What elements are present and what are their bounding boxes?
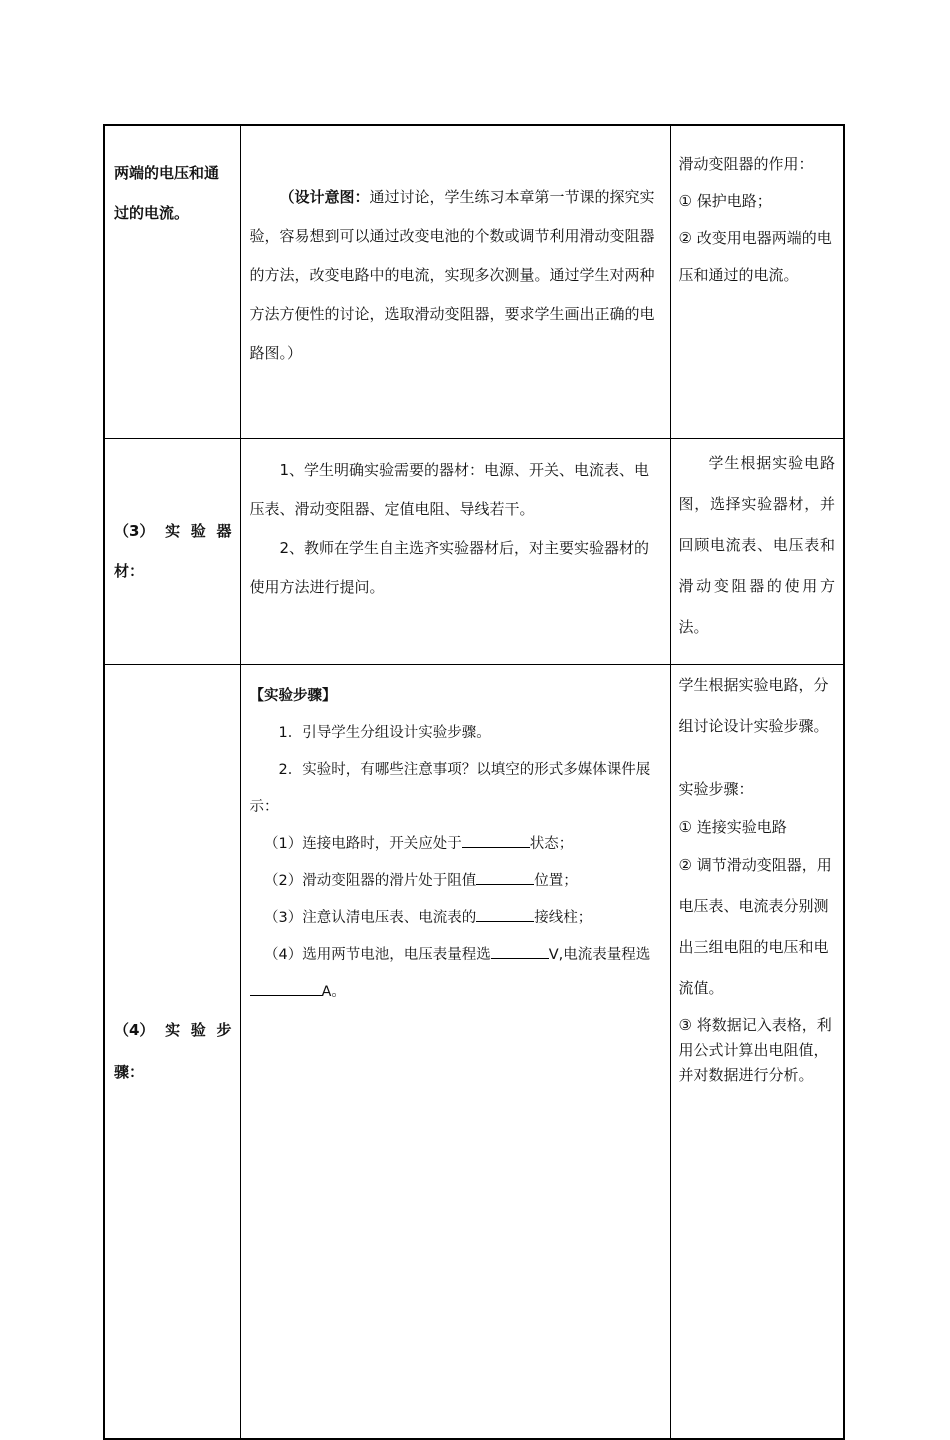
heading-char: （3）: [114, 522, 155, 540]
row2-heading-line1: [114, 511, 232, 551]
fill-blank: [462, 832, 530, 848]
row3-heading-line2: 骤：: [114, 1063, 145, 1082]
fill-blank: [491, 943, 549, 959]
steps-heading: 【实验步骤】: [249, 687, 337, 704]
lesson-table: [103, 124, 845, 1440]
question-4: （4）选用两节电池，电压表量程选 V,电流表量程选A。: [250, 937, 662, 1011]
design-intent-text: 通过讨论，学生练习本章第一节课的探究实验，容易想到可以通过改变电池的个数或调节利用滑动变阻器的方法，改变电路中的电流，实现多次测量。通过学生对两种方法方便性的讨论，选取滑动变阻器，要求学生画出正确的电路图。）: [249, 188, 655, 362]
row1-col1-text: 两端的电压和通过的电流。: [114, 164, 220, 222]
row2-col1: [104, 438, 240, 664]
heading-char: 验: [190, 1021, 206, 1040]
row1-col3: [670, 125, 844, 438]
steps-title: 实验步骤：: [678, 779, 754, 798]
design-intent-paragraph: [250, 178, 662, 373]
heading-char: 实: [165, 522, 181, 540]
fill-blank: [476, 906, 534, 922]
equipment-paragraph-2: 2、教师在学生自主选齐实验器材后，对主要实验器材的使用方法进行提问。: [249, 538, 650, 596]
fill-blank: [250, 980, 322, 996]
row3-col2: [240, 664, 670, 1439]
slider-role-item: ① 保护电路；: [678, 192, 772, 210]
row2-col2: [240, 438, 670, 664]
table-row: [104, 438, 844, 664]
equipment-paragraph-1: 1、学生明确实验需要的器材：电源、开关、电流表、电压表、滑动变阻器、定值电阻、导线若干。: [249, 460, 650, 518]
row3-heading-line1: [114, 1009, 232, 1051]
heading-char: （4）: [114, 1021, 155, 1040]
row3-col1: [104, 664, 240, 1439]
table-row: [104, 125, 844, 438]
question-3: （3）注意认清电压表、电流表的 接线柱；: [250, 900, 662, 937]
question-1: （1）连接电路时，开关应处于 状态；: [250, 826, 662, 863]
heading-char: 器: [216, 522, 232, 540]
student-step-2: ② 调节滑动变阻器，用电压表、电流表分别测出三组电阻的电压和电流值。: [678, 855, 832, 997]
heading-char: 实: [165, 1021, 181, 1040]
slider-role-item: ② 改变用电器两端的电压和通过的电流。: [678, 229, 832, 284]
spacer: [679, 747, 836, 769]
step-2: 2．实验时，有哪些注意事项？以填空的形式多媒体课件展示：: [249, 761, 651, 815]
row1-col1: [104, 125, 240, 438]
table-row: [104, 664, 844, 1439]
student-steps-intro: 学生根据实验电路，分组讨论设计实验步骤。: [678, 675, 829, 735]
design-intent-label: （设计意图：: [279, 188, 370, 206]
fill-blank: [476, 869, 534, 885]
row2-col3: [670, 438, 844, 664]
heading-char: 步: [216, 1021, 232, 1040]
row1-col2: [240, 125, 670, 438]
slider-role-title: 滑动变阻器的作用：: [678, 155, 814, 173]
heading-char: 验: [190, 522, 206, 540]
step-1: 1．引导学生分组设计实验步骤。: [278, 724, 491, 741]
row3-col3: [670, 664, 844, 1439]
student-step-3: ③ 将数据记入表格，利用公式计算出电阻值，并对数据进行分析。: [678, 1015, 832, 1084]
question-2: （2）滑动变阻器的滑片处于阻值 位置；: [250, 863, 662, 900]
row2-heading-line2: 材：: [114, 562, 145, 580]
student-equipment-text: 学生根据实验电路图，选择实验器材，并回顾电流表、电压表和滑动变阻器的使用方法。: [678, 453, 835, 636]
student-step-1: ① 连接实验电路: [678, 817, 787, 836]
